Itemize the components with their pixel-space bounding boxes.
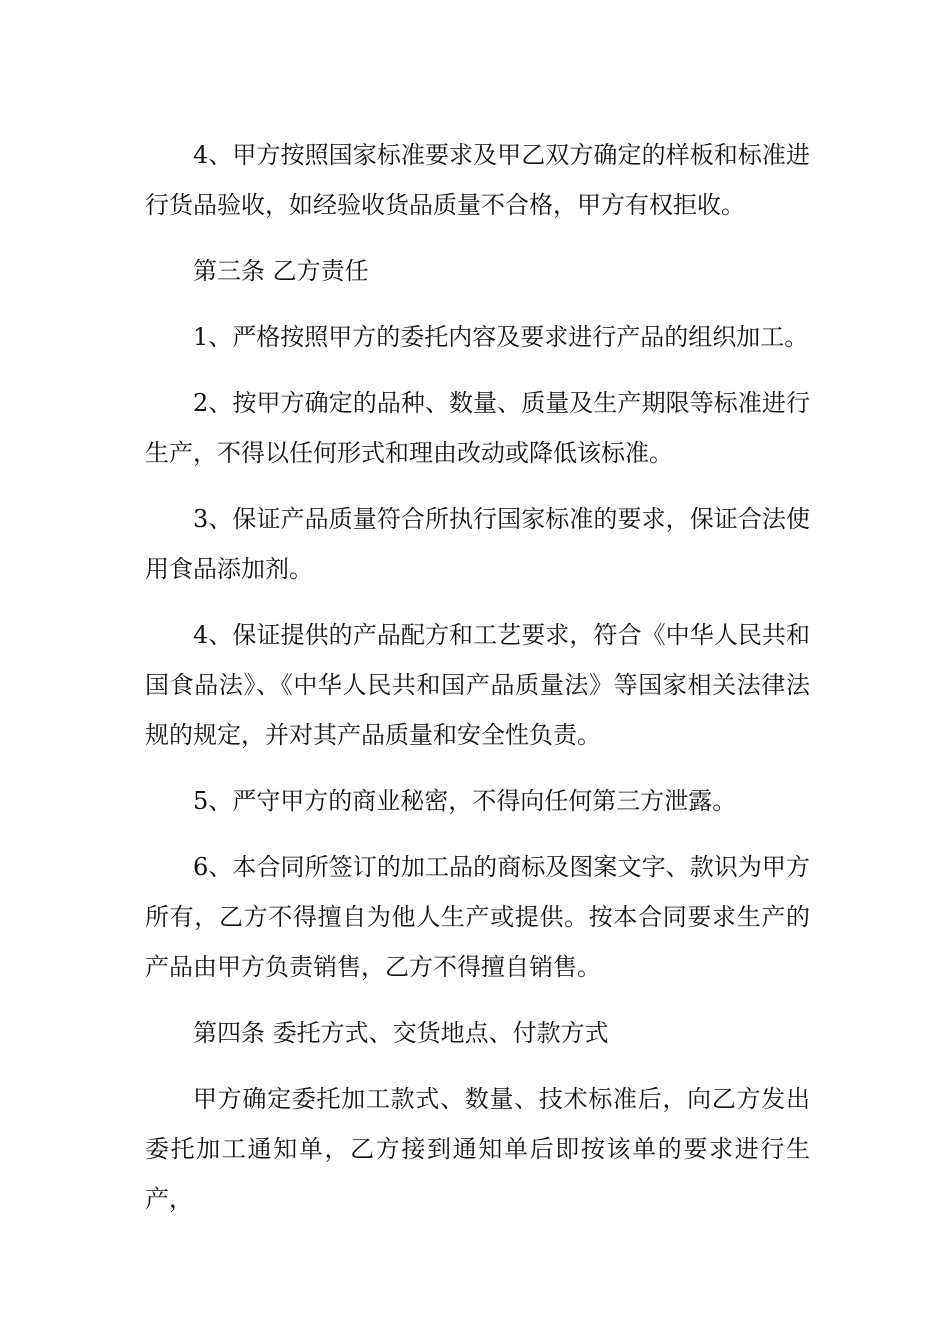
clause-1-4-paragraph: 4、甲方按照国家标准要求及甲乙双方确定的样板和标准进行货品验收，如经验收货品质量不合格，甲方有权拒收。 (145, 141, 810, 219)
clause-3-5-paragraph: 5、严守甲方的商业秘密，不得向任何第三方泄露。 (193, 787, 737, 815)
article-4-heading: 第四条 委托方式、交货地点、付款方式 (193, 1019, 609, 1047)
clause-3-3-paragraph: 3、保证产品质量符合所执行国家标准的要求，保证合法使用食品添加剂。 (145, 505, 810, 583)
clause-3-1-paragraph: 1、严格按照甲方的委托内容及要求进行产品的组织加工。 (193, 323, 809, 351)
document-body (145, 130, 810, 1240)
article-4-body-paragraph: 甲方确定委托加工款式、数量、技术标准后，向乙方发出委托加工通知单，乙方接到通知单后即按该单的要求进行生产， (145, 1085, 810, 1213)
clause-3-6-paragraph: 6、本合同所签订的加工品的商标及图案文字、款识为甲方所有，乙方不得擅自为他人生产或提供。按本合同要求生产的产品由甲方负责销售，乙方不得擅自销售。 (145, 853, 810, 981)
article-3-heading: 第三条 乙方责任 (193, 257, 369, 285)
clause-3-2-paragraph: 2、按甲方确定的品种、数量、质量及生产期限等标准进行生产，不得以任何形式和理由改动或降低该标准。 (145, 389, 810, 467)
clause-3-4-paragraph: 4、保证提供的产品配方和工艺要求，符合《中华人民共和国食品法》、《中华人民共和国产品质量法》等国家相关法律法规的规定，并对其产品质量和安全性负责。 (145, 621, 810, 749)
